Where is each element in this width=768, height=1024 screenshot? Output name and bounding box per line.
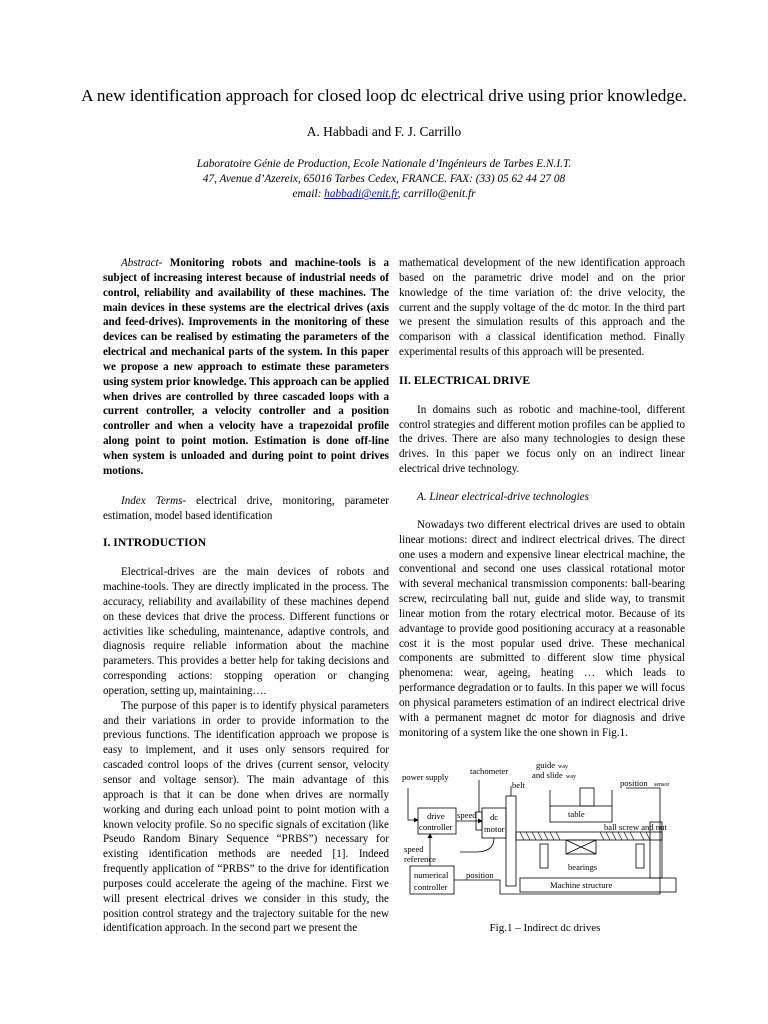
label-controller: controller	[419, 822, 453, 832]
indirect-dc-drive-diagram	[400, 760, 690, 912]
label-speed: speed	[457, 810, 477, 820]
intro-paragraph-2: The purpose of this paper is to identify physical parameters and their variations in order to provide information to the previous functions. The identification approach we propose is easy to implement, and it uses only sensors required for cascaded control loops of the drives (current sensor, velocity sensor and voltage sensor). The main advantage of this approach is that it can be done when drives are normally working and during each unload point to point motion with a known velocity profile. So no specific signals of excitation (like Pseudo Random Binary Sequence “PRBS”) necessary for existing identification methods are needed [1]. Indeed frequently application of “PRBS” to the drive for identification purposes could accelerate the ageing of the machine. First we will present electrical drives we consider in this study, the position control strategy and the trajectory suitable for the new identification approach. In the second part we present the	[103, 699, 389, 935]
label-motor: motor	[484, 824, 505, 834]
left-column	[103, 256, 389, 936]
label-position-2: position	[466, 870, 494, 880]
paper-title: A new identification approach for closed loop dc electrical drive using prior knowledge.	[81, 86, 687, 105]
label-way-1: way	[558, 764, 568, 770]
label-dc: dc	[490, 812, 499, 822]
section-2-heading: II. ELECTRICAL DRIVE	[399, 373, 531, 387]
intro-paragraph-1: Electrical-drives are the main devices of robots and machine-tools. They are directly implicated in the process. The accuracy, reliability and availability of these machines depend on these devices that drive the process. Different functions or activities like scheduling, maintenance, adaptive controls, and diagnosis require reliable information about the machine parameters. This provides a better help for taking decisions and corresponding actions: stopping operation or changing operation, setting up, maintaining….	[103, 566, 389, 697]
intro-continued: mathematical development of the new identification approach based on the parametric drive model and on the prior knowledge of the time variation of: the drive velocity, the current and the supply voltage of the dc motor. In the third part we present the simulation results of this approach and the comparison with a classical identification method. Finally experimental results of this approach will be presented.	[399, 257, 685, 359]
label-speed-reference-1: speed	[404, 844, 424, 854]
label-table: table	[568, 809, 585, 819]
index-terms-label: Index Terms-	[121, 494, 187, 507]
label-speed-reference-2: reference	[404, 854, 436, 864]
drive-paragraph-2: Nowadays two different electrical drives are used to obtain linear motions: direct and indirect electrical drives. The direct one uses a modern and expensive linear electrical machine, the conventional and second one uses classical rotational motor with several mechanical transmission components: ball-bearing screw, recirculating ball nut, guide and slide way, to transmit linear motion from the rotary electrical motor. Because of its advantage to provide good positioning accuracy at a reasonable cost it is the most popular used drive. These mechanical components are submitted to different slow time physical phenomena: wear, ageing, heating … which leads to performance degradation or to faults. In this paper we will focus on physical parameters estimation of an indirect electrical drive with a permanent magnet dc motor for diagnosis and drive monitoring of a system like the one shown in Fig.1.	[399, 518, 685, 739]
email-carrillo: , carrillo@enit.fr	[397, 188, 476, 200]
email-label: email:	[292, 188, 325, 200]
drive-paragraph-1: In domains such as robotic and machine-tool, different control strategies and different motion profiles can be applied to the drives. There are also many technologies to design these drives. In this paper we focus only on an indirect linear electrical drive technology.	[399, 403, 685, 476]
figure-1-diagram	[400, 760, 690, 912]
label-and-slide: and slide	[532, 770, 563, 780]
figure-1-caption: Fig.1 – Indirect dc drives	[489, 922, 601, 934]
affiliation	[0, 157, 768, 202]
subsection-heading: A. Linear electrical-drive technologies	[417, 490, 589, 503]
abstract	[103, 256, 389, 479]
label-way-2: way	[566, 774, 576, 780]
label-machine-structure: Machine structure	[550, 880, 613, 890]
label-ball-screw: ball screw and nut	[604, 822, 667, 832]
label-belt: belt	[512, 780, 525, 790]
label-numerical: numerical	[414, 870, 449, 880]
power-supply-arrow	[408, 788, 418, 820]
right-column	[399, 256, 685, 740]
label-controller-2: controller	[414, 882, 448, 892]
label-tachometer: tachometer	[470, 766, 509, 776]
ball-screw	[516, 832, 662, 840]
affiliation-line-1: Laboratoire Génie de Production, Ecole Nationale d’Ingénieurs de Tarbes E.N.I.T.	[196, 158, 572, 170]
label-bearings: bearings	[568, 862, 598, 872]
index-terms-text: electrical drive, monitoring, parameter estimation, model based identification	[103, 494, 389, 522]
label-power-supply: power supply	[402, 772, 449, 782]
email-link-habbadi[interactable]: habbadi@enit.fr	[324, 188, 398, 200]
index-terms	[103, 494, 389, 524]
section-1-heading: I. INTRODUCTION	[103, 536, 207, 550]
belt	[506, 796, 516, 886]
affiliation-email-line	[0, 187, 768, 202]
authors: A. Habbadi and F. J. Carrillo	[306, 124, 462, 139]
abstract-text: Monitoring robots and machine-tools is a subject of increasing interest because of industrial needs of control, reliability and availability of these machines. The main devices in these systems are the electrical drives (axis and feed-drives). Improvements in the monitoring of these devices can be realised by estimating the parameters of the electrical and mechanical parts of the system. In this paper we propose a new approach to estimate these parameters using system prior knowledge. This approach can be applied when drives are controlled by three cascaded loops with a current controller, a velocity controller and a position controller and when a velocity have a trapezoidal profile along point to point motion. Estimation is done off-line when system is unloaded and during point to point drives motions.	[103, 257, 389, 477]
label-drive: drive	[427, 811, 445, 821]
label-guide: guide	[536, 760, 556, 770]
label-position: position	[620, 778, 648, 788]
abstract-label: Abstract-	[121, 257, 163, 269]
label-sensor: sensor	[654, 782, 670, 788]
affiliation-line-2: 47, Avenue d’Azereix, 65016 Tarbes Cedex, FRANCE. FAX: (33) 05 62 44 27 08	[202, 173, 566, 185]
